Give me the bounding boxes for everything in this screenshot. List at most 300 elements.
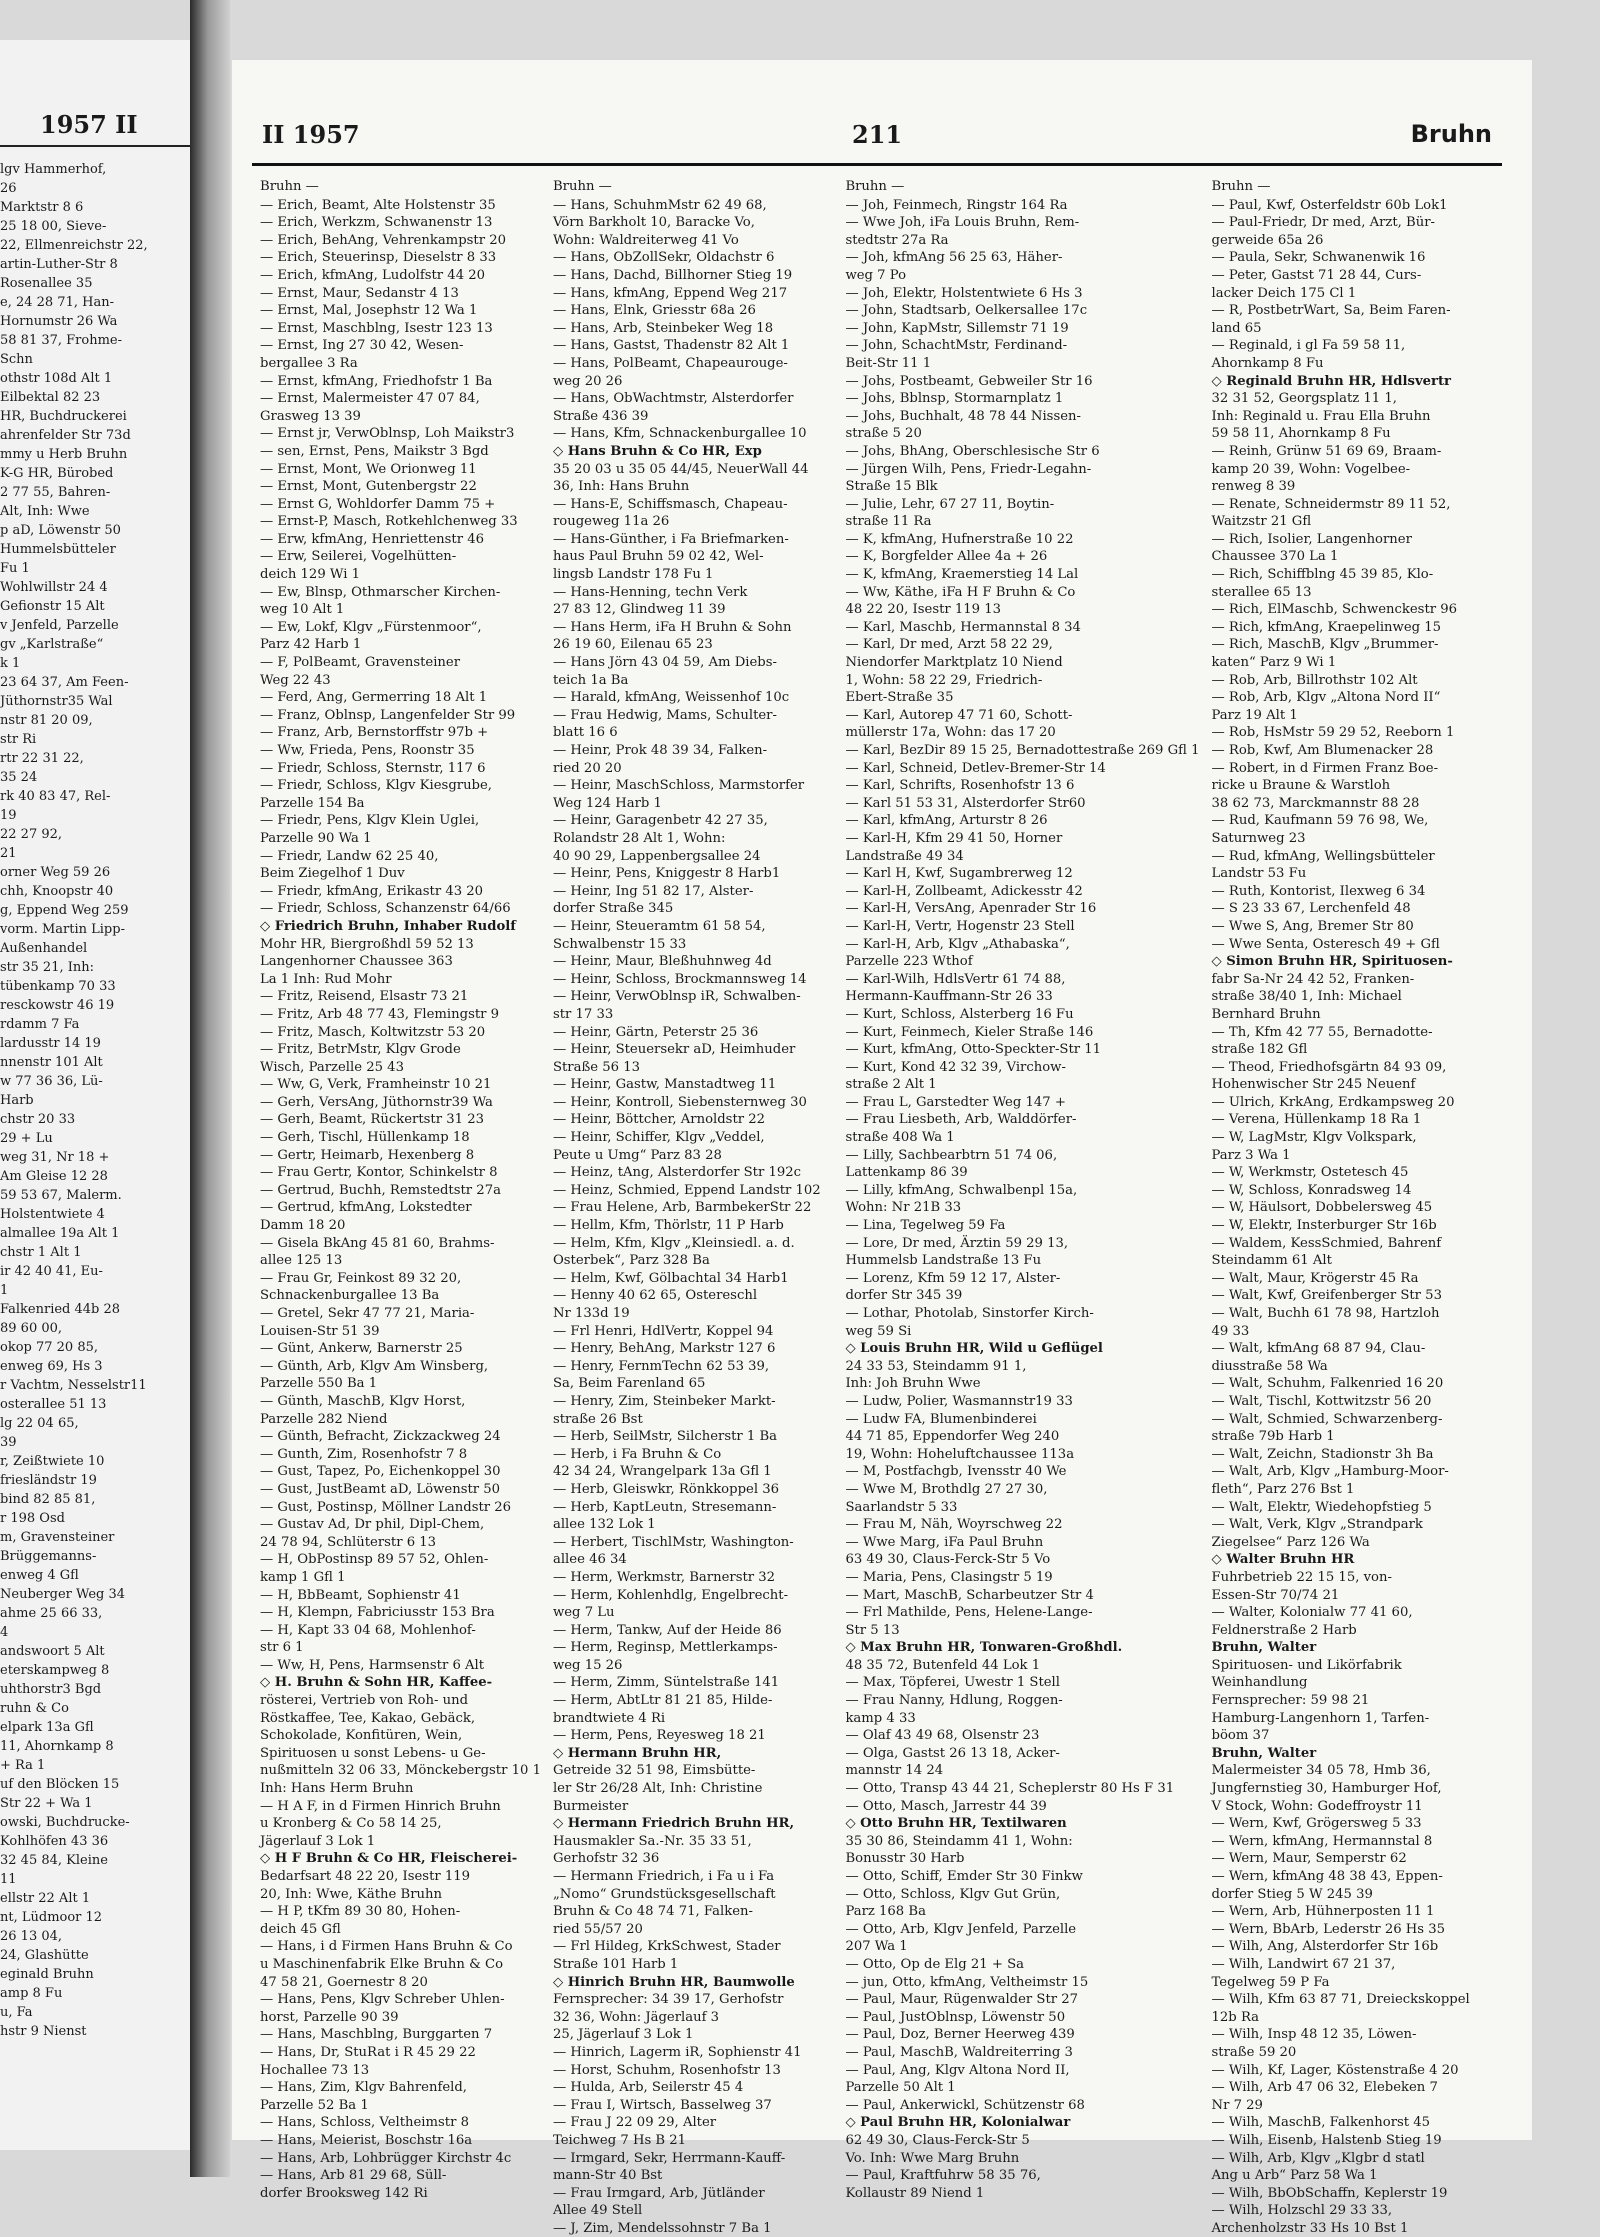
book-gutter (190, 0, 230, 2177)
directory-entry: 47 58 21, Goernestr 8 20 (260, 1974, 428, 1990)
directory-entry: lacker Deich 175 Cl 1 (1211, 285, 1357, 301)
directory-entry: 24 33 53, Steindamm 91 1, (845, 1358, 1027, 1374)
directory-entry: — Heinr, Pens, Kniggestr 8 Harb1 (552, 866, 781, 882)
directory-entry: — Walter, Kolonialw 77 41 60, (1211, 1605, 1413, 1621)
directory-entry: allee 46 34 (552, 1552, 627, 1568)
directory-entry: Saturnweg 23 (1211, 830, 1306, 846)
directory-entry: — Lore, Dr med, Ärztin 59 29 13, (845, 1235, 1069, 1251)
directory-entry: — Paul, Kwf, Osterfeldstr 60b Lok1 (1211, 197, 1448, 213)
directory-entry: 48 35 72, Butenfeld 44 Lok 1 (845, 1657, 1041, 1673)
directory-entry: Spirituosen u sonst Lebens- u Ge- (260, 1745, 486, 1761)
directory-entry: straße 38/40 1, Inh: Michael (1211, 989, 1402, 1005)
directory-entry: böom 37 (1211, 1728, 1270, 1744)
directory-entry: — Julie, Lehr, 67 27 11, Boytin- (845, 496, 1055, 512)
directory-entry: Inh: Hans Herm Bruhn (260, 1781, 414, 1797)
previous-page-line: 25 18 00, Sieve- (0, 219, 107, 234)
directory-entry: 38 62 73, Marckmannstr 88 28 (1211, 795, 1420, 811)
directory-entry: — Hinrich, Lagerm iR, Sophienstr 41 (552, 2044, 802, 2060)
previous-page-line: tübenkamp 70 33 (0, 979, 116, 994)
directory-entry: Vo. Inh: Wwe Marg Bruhn (845, 2150, 1020, 2166)
directory-entry: — K, Borgfelder Allee 4a + 26 (845, 549, 1048, 565)
directory-entry: ◇ Simon Bruhn HR, Spirituosen- (1211, 954, 1453, 970)
directory-entry: Wohn: Nr 21B 33 (845, 1200, 962, 1216)
directory-entry: — Hans Herm, iFa H Bruhn & Sohn (552, 619, 792, 635)
directory-entry: Röstkaffee, Tee, Kakao, Gebäck, (260, 1710, 476, 1726)
directory-entry: — Heinr, Prok 48 39 34, Falken- (552, 743, 768, 758)
previous-page-line: 89 60 00, (0, 1321, 63, 1336)
previous-page-line: ahrenfelder Str 73d (0, 428, 131, 443)
directory-entry: — Rud, kfmAng, Wellingsbütteler (1211, 848, 1435, 864)
directory-entry: — Rob, HsMstr 59 29 52, Reeborn 1 (1211, 725, 1455, 741)
directory-entry: allee 132 Lok 1 (552, 1517, 656, 1533)
directory-entry: — Ww, Käthe, iFa H F Bruhn & Co (845, 584, 1076, 600)
previous-page (0, 40, 190, 2150)
directory-entry: 59 58 11, Ahornkamp 8 Fu (1211, 426, 1391, 442)
directory-entry: — Friedr, Landw 62 25 40, (260, 848, 439, 864)
directory-entry: mann-Str 40 Bst (552, 2168, 663, 2184)
previous-page-line: v Jenfeld, Parzelle (0, 618, 119, 633)
directory-entry: — Ludw, Polier, Wasmannstr19 33 (845, 1393, 1073, 1409)
directory-entry: nußmitteln 32 06 33, Mönckebergstr 10 1 (260, 1763, 541, 1779)
directory-entry: — Rob, Kwf, Am Blumenacker 28 (1211, 743, 1434, 758)
directory-entry: — Ruth, Kontorist, Ilexweg 6 34 (1211, 883, 1426, 899)
directory-entry: — H A F, in d Firmen Hinrich Bruhn (260, 1798, 501, 1814)
directory-entry: — Erich, BehAng, Vehrenkampstr 20 (260, 232, 506, 248)
previous-page-line: w 77 36 36, Lü- (0, 1074, 103, 1089)
directory-entry: — Hans Jörn 43 04 59, Am Diebs- (552, 655, 777, 671)
directory-entry: Parz 3 Wa 1 (1211, 1147, 1291, 1163)
directory-entry: — Karl, Maschb, Hermannstal 8 34 (845, 619, 1081, 635)
directory-entry: — Karl-H, VersAng, Apenrader Str 16 (845, 901, 1097, 917)
directory-entry: — Otto, Transp 43 44 21, Scheplerstr 80 Hs F 31 (845, 1781, 1175, 1797)
column-3 (845, 178, 1200, 2201)
page-number: 211 (852, 120, 903, 149)
directory-entry: — Otto, Schloss, Klgv Gut Grün, (845, 1886, 1061, 1902)
directory-entry: weg 15 26 (552, 1657, 623, 1673)
directory-entry: — Wern, kfmAng, Hermannstal 8 (1211, 1833, 1433, 1849)
previous-page-line: 35 24 (0, 770, 38, 785)
directory-entry: — Heinr, VerwOblnsp iR, Schwalben- (552, 989, 801, 1005)
directory-entry: Bruhn, Walter (1211, 1640, 1317, 1656)
directory-entry: Getreide 32 51 98, Eimsbütte- (552, 1763, 756, 1779)
directory-entry: ried 55/57 20 (552, 1921, 643, 1937)
directory-entry: — Hans, Arb, Steinbeker Weg 18 (552, 320, 774, 336)
directory-entry: — Hans, ObZollSekr, Oldachstr 6 (552, 250, 775, 266)
directory-entry: — Heinr, Ing 51 82 17, Alster- (552, 883, 754, 899)
previous-page-line: 24, Glashütte (0, 1948, 89, 1963)
directory-entry: Parz 168 Ba (845, 1904, 926, 1920)
directory-entry: Parz 19 Alt 1 (1211, 707, 1298, 723)
directory-entry: — Heinr, Maur, Bleßhuhnweg 4d (552, 954, 772, 970)
directory-entry: — Erw, kfmAng, Henriettenstr 46 (260, 531, 484, 547)
directory-entry: — Wilh, Eisenb, Halstenb Stieg 19 (1211, 2132, 1442, 2148)
directory-entry: — Henry, BehAng, Markstr 127 6 (552, 1341, 776, 1357)
directory-entry: — H, Klempn, Fabriciusstr 153 Bra (260, 1605, 495, 1621)
directory-entry: — Karl 51 53 31, Alsterdorfer Str60 (845, 795, 1086, 811)
directory-entry: ◇ Hinrich Bruhn HR, Baumwolle (552, 1974, 795, 1990)
previous-page-line: 39 (0, 1435, 17, 1450)
previous-page-line: k 1 (0, 656, 21, 671)
directory-entry: — Ernst, Mont, Gutenbergstr 22 (260, 479, 477, 495)
directory-entry: Landstr 53 Fu (1211, 866, 1307, 882)
directory-entry: — Walt, Kwf, Greifenberger Str 53 (1211, 1288, 1442, 1304)
directory-entry: — Hans, SchuhmMstr 62 49 68, (552, 197, 767, 213)
directory-columns (260, 178, 1492, 2236)
previous-page-line: u, Fa (0, 2005, 33, 2020)
directory-entry: — Joh, Feinmech, Ringstr 164 Ra (845, 197, 1068, 213)
directory-entry: 35 20 03 u 35 05 44/45, NeuerWall 44 (552, 461, 809, 477)
directory-entry: — J, Zim, Mendelssohnstr 7 Ba 1 (552, 2220, 772, 2236)
directory-entry: — Hans, Kfm, Schnackenburgallee 10 (552, 426, 807, 442)
directory-entry: — Ww, H, Pens, Harmsenstr 6 Alt (260, 1657, 485, 1673)
directory-entry: Beim Ziegelhof 1 Duv (260, 866, 405, 882)
previous-page-line: vorm. Martin Lipp- (0, 922, 125, 937)
directory-entry: — Wilh, Insp 48 12 35, Löwen- (1211, 2027, 1417, 2043)
previous-page-lines (0, 160, 190, 2041)
directory-entry: — Ferd, Ang, Germerring 18 Alt 1 (260, 690, 488, 706)
directory-entry: — Lothar, Photolab, Sinstorfer Kirch- (845, 1306, 1094, 1321)
directory-entry: Parzelle 154 Ba (260, 795, 365, 811)
directory-entry: — Herb, SeilMstr, Silcherstr 1 Ba (552, 1429, 778, 1445)
directory-entry: — Hans, PolBeamt, Chapeaurouge- (552, 355, 788, 371)
previous-page-line: artin-Luther-Str 8 (0, 257, 118, 272)
directory-entry: 20, Inh: Wwe, Käthe Bruhn (260, 1886, 443, 1902)
directory-entry: Malermeister 34 05 78, Hmb 36, (1211, 1763, 1431, 1779)
directory-entry: Hochallee 73 13 (260, 2062, 370, 2078)
directory-entry: weg 20 26 (552, 373, 623, 389)
directory-entry: Jägerlauf 3 Lok 1 (260, 1833, 376, 1849)
directory-entry: ◇ Hermann Friedrich Bruhn HR, (552, 1816, 795, 1832)
directory-entry: — Günth, MaschB, Klgv Horst, (260, 1393, 466, 1409)
directory-entry: — Gisela BkAng 45 81 60, Brahms- (260, 1235, 495, 1251)
directory-entry: — Olaf 43 49 68, Olsenstr 23 (845, 1728, 1040, 1744)
directory-entry: bergallee 3 Ra (260, 355, 358, 371)
previous-page-line: 19 (0, 808, 17, 823)
directory-entry: kamp 1 Gfl 1 (260, 1569, 346, 1585)
directory-entry: 12b Ra (1211, 2009, 1260, 2025)
directory-entry: — Robert, in d Firmen Franz Boe- (1211, 760, 1439, 776)
directory-entry: — Hans, Dachd, Billhorner Stieg 19 (552, 267, 793, 283)
directory-entry: Waitzstr 21 Gfl (1211, 514, 1312, 530)
previous-page-header: 1957 II (40, 110, 138, 139)
directory-entry: Teichweg 7 Hs B 21 (552, 2132, 687, 2148)
column-head: Bruhn — (845, 179, 905, 194)
directory-entry: Nr 133d 19 (552, 1306, 630, 1321)
directory-entry: — Walt, kfmAng 68 87 94, Clau- (1211, 1341, 1426, 1357)
directory-entry: — Ernst, Maschblng, Isestr 123 13 (260, 320, 493, 336)
directory-entry: — Gerh, Tischl, Hüllenkamp 18 (260, 1130, 470, 1146)
directory-entry: Ang u Arb“ Parz 58 Wa 1 (1211, 2168, 1378, 2184)
previous-page-line: Harb (0, 1093, 34, 1108)
directory-entry: — Friedr, Pens, Klgv Klein Uglei, (260, 813, 480, 829)
directory-entry: — Olga, Gastst 26 13 18, Acker- (845, 1745, 1060, 1761)
directory-entry: — Hans, Dr, StuRat i R 45 29 22 (260, 2044, 476, 2060)
directory-entry: — Paul, Kraftfuhrw 58 35 76, (845, 2168, 1041, 2184)
previous-page-line: rk 40 83 47, Rel- (0, 789, 111, 804)
directory-entry: Chaussee 370 La 1 (1211, 549, 1339, 565)
previous-page-line: almallee 19a Alt 1 (0, 1226, 120, 1241)
directory-entry: — Hans-Henning, techn Verk (552, 584, 748, 600)
directory-entry: dorfer Straße 345 (552, 901, 674, 917)
directory-entry: Gerhofstr 32 36 (552, 1851, 660, 1867)
directory-entry: — Wilh, Kfm 63 87 71, Dreieckskoppel (1211, 1992, 1470, 2008)
directory-entry: ried 20 20 (552, 760, 622, 776)
directory-entry: — Hans, Maschblng, Burggarten 7 (260, 2027, 493, 2043)
directory-entry: ◇ Paul Bruhn HR, Kolonialwar (845, 2115, 1071, 2131)
previous-page-line: rtr 22 31 22, (0, 751, 84, 766)
directory-entry: — Heinz, tAng, Alsterdorfer Str 192c (552, 1165, 802, 1181)
directory-entry: — Lorenz, Kfm 59 12 17, Alster- (845, 1270, 1061, 1286)
directory-entry: — Walt, Schmied, Schwarzenberg- (1211, 1411, 1443, 1427)
directory-entry: — Theod, Friedhofsgärtn 84 93 09, (1211, 1059, 1447, 1075)
directory-entry: Str 5 13 (845, 1622, 900, 1638)
directory-entry: Louisen-Str 51 39 (260, 1323, 380, 1339)
previous-page-line: e, 24 28 71, Han- (0, 295, 114, 310)
directory-entry: — Friedr, Schloss, Sternstr, 117 6 (260, 760, 486, 776)
directory-entry: dorfer Str 345 39 (845, 1288, 963, 1304)
directory-entry: ◇ Walter Bruhn HR (1211, 1552, 1355, 1568)
directory-entry: — Franz, Arb, Bernstorffstr 97b + (260, 725, 489, 741)
previous-page-line: amp 8 Fu (0, 1986, 63, 2001)
directory-entry: — Rich, MaschB, Klgv „Brummer- (1211, 637, 1439, 653)
previous-page-line: ahme 25 66 33, (0, 1606, 103, 1621)
previous-page-line: resckowstr 46 19 (0, 998, 115, 1013)
directory-entry: 25, Jägerlauf 3 Lok 1 (552, 2027, 694, 2043)
directory-entry: — Reginald, i gl Fa 59 58 11, (1211, 338, 1406, 354)
column-head: Bruhn — (1211, 179, 1271, 194)
column-head: Bruhn — (552, 179, 612, 194)
directory-entry: — Gust, JustBeamt aD, Löwenstr 50 (260, 1481, 501, 1497)
previous-page-line: owski, Buchdrucke- (0, 1815, 130, 1830)
previous-page-line: Wohlwillstr 24 4 (0, 580, 108, 595)
previous-page-line: hstr 9 Nienst (0, 2024, 87, 2039)
previous-page-line: enweg 69, Hs 3 (0, 1359, 103, 1374)
directory-entry: — Gerh, Beamt, Rückertstr 31 23 (260, 1112, 484, 1128)
directory-entry: — Rob, Arb, Klgv „Altona Nord II“ (1211, 690, 1441, 706)
directory-entry: — Fritz, Reisend, Elsastr 73 21 (260, 989, 469, 1005)
directory-entry: weg 10 Alt 1 (260, 602, 345, 618)
previous-page-line: othstr 108d Alt 1 (0, 371, 113, 386)
directory-entry: — Walt, Verk, Klgv „Strandpark (1211, 1517, 1423, 1533)
directory-entry: Bonusstr 30 Harb (845, 1851, 965, 1867)
directory-entry: — Rich, Schiffblng 45 39 85, Klo- (1211, 567, 1434, 583)
directory-entry: — Hans, Elnk, Griesstr 68a 26 (552, 303, 756, 319)
column-4 (1211, 178, 1492, 2236)
previous-page-line: Neuberger Weg 34 (0, 1587, 126, 1602)
directory-entry: — Rob, Arb, Billrothstr 102 Alt (1211, 672, 1418, 688)
directory-entry: — Helm, Kfm, Klgv „Kleinsiedl. a. d. (552, 1235, 795, 1251)
directory-entry: — Frau I, Wirtsch, Basselweg 37 (552, 2097, 772, 2113)
directory-entry: — Heinr, MaschSchloss, Marmstorfer (552, 778, 805, 794)
previous-page-line: lardusstr 14 19 (0, 1036, 101, 1051)
directory-entry: rösterei, Vertrieb von Roh- und (260, 1693, 469, 1709)
previous-page-line: mmy u Herb Bruhn (0, 447, 128, 462)
directory-entry: Peute u Umg“ Parz 83 28 (552, 1147, 722, 1163)
directory-entry: Hausmakler Sa.-Nr. 35 33 51, (552, 1833, 752, 1849)
directory-entry: — Karl-H, Arb, Klgv „Athabaska“, (845, 936, 1070, 952)
directory-entry: ◇ Reginald Bruhn HR, Hdlsvertr (1211, 373, 1452, 389)
directory-entry: — W, Schloss, Konradsweg 14 (1211, 1182, 1412, 1198)
previous-page-line: osterallee 51 13 (0, 1397, 107, 1412)
previous-page-line: ruhn & Co (0, 1701, 69, 1716)
directory-entry: ◇ Hans Bruhn & Co HR, Exp (552, 443, 762, 459)
directory-entry: 36, Inh: Hans Bruhn (552, 479, 690, 495)
directory-entry: — Karl, Schrifts, Rosenhofstr 13 6 (845, 778, 1075, 794)
directory-entry: — Walt, Arb, Klgv „Hamburg-Moor- (1211, 1464, 1449, 1480)
previous-page-line: gv „Karlstraße“ (0, 637, 104, 652)
directory-page (232, 60, 1532, 2236)
directory-entry: Bernhard Bruhn (1211, 1006, 1321, 1022)
directory-entry: — Karl, Schneid, Detlev-Bremer-Str 14 (845, 760, 1106, 776)
previous-page-line: 32 45 84, Kleine (0, 1853, 108, 1868)
directory-entry: — Joh, kfmAng 56 25 63, Häher- (845, 250, 1063, 266)
directory-entry: ◇ Louis Bruhn HR, Wild u Geflügel (845, 1341, 1103, 1357)
previous-page-line: Marktstr 8 6 (0, 200, 84, 215)
directory-entry: — Gust, Tapez, Po, Eichenkoppel 30 (260, 1464, 501, 1480)
directory-entry: — Hellm, Kfm, Thörlstr, 11 P Harb (552, 1218, 784, 1234)
directory-entry: — Walt, Zeichn, Stadionstr 3h Ba (1211, 1446, 1434, 1462)
directory-entry: — Frl Henri, HdlVertr, Koppel 94 (552, 1323, 774, 1339)
directory-entry: — Wilh, Ang, Alsterdorfer Str 16b (1211, 1939, 1439, 1955)
directory-entry: — Wilh, BbObSchaffn, Keplerstr 19 (1211, 2185, 1448, 2201)
directory-entry: — Rud, Kaufmann 59 76 98, We, (1211, 813, 1429, 829)
directory-entry: — Kurt, Schloss, Alsterberg 16 Fu (845, 1006, 1074, 1022)
directory-entry: Jungfernstieg 30, Hamburger Hof, (1211, 1781, 1442, 1797)
previous-page-line: m, Gravensteiner (0, 1530, 115, 1545)
previous-page-line: enweg 4 Gfl (0, 1568, 79, 1583)
directory-entry: katen“ Parz 9 Wi 1 (1211, 655, 1337, 671)
directory-entry: — Frau Nanny, Hdlung, Roggen- (845, 1693, 1063, 1709)
directory-entry: Niendorfer Marktplatz 10 Niend (845, 655, 1063, 671)
directory-entry: Lattenkamp 86 39 (845, 1165, 968, 1181)
directory-entry: Weg 124 Harb 1 (552, 795, 662, 811)
directory-entry: — jun, Otto, kfmAng, Veltheimstr 15 (845, 1974, 1089, 1990)
directory-entry: — Karl, kfmAng, Arturstr 8 26 (845, 813, 1048, 829)
directory-entry: — Friedr, Schloss, Schanzenstr 64/66 (260, 901, 511, 917)
directory-entry: Ziegelsee“ Parz 126 Wa (1211, 1534, 1370, 1550)
directory-entry: — Erich, kfmAng, Ludolfstr 44 20 (260, 267, 486, 283)
directory-entry: — Walt, Schuhm, Falkenried 16 20 (1211, 1376, 1444, 1392)
directory-entry: land 65 (1211, 320, 1262, 336)
directory-entry: 35 30 86, Steindamm 41 1, Wohn: (845, 1833, 1073, 1849)
directory-entry: — Johs, Postbeamt, Gebweiler Str 16 (845, 373, 1093, 389)
directory-entry: — John, SchachtMstr, Ferdinand- (845, 338, 1068, 354)
directory-entry: Fernsprecher: 34 39 17, Gerhofstr (552, 1992, 784, 2008)
directory-entry: — John, KapMstr, Sillemstr 71 19 (845, 320, 1069, 336)
directory-entry: — Heinr, Garagenbetr 42 27 35, (552, 813, 768, 829)
directory-entry: — Heinr, Böttcher, Arnoldstr 22 (552, 1112, 766, 1128)
directory-entry: Langenhorner Chaussee 363 (260, 954, 453, 970)
directory-entry: u Maschinenfabrik Elke Bruhn & Co (260, 1956, 504, 1972)
directory-entry: Saarlandstr 5 33 (845, 1499, 958, 1515)
directory-entry: Parz 42 Harb 1 (260, 637, 362, 653)
previous-page-line: r, Zeißtwiete 10 (0, 1454, 105, 1469)
directory-entry: — Wwe M, Brothdlg 27 27 30, (845, 1481, 1048, 1497)
directory-entry: — Günth, Befracht, Zickzackweg 24 (260, 1429, 501, 1445)
directory-entry: 19, Wohn: Hoheluftchaussee 113a (845, 1446, 1075, 1462)
directory-entry: blatt 16 6 (552, 725, 618, 741)
previous-page-line: chstr 20 33 (0, 1112, 76, 1127)
directory-entry: Beit-Str 11 1 (845, 355, 932, 371)
directory-entry: Vörn Barkholt 10, Baracke Vo, (552, 215, 755, 231)
directory-entry: — Hans, Meierist, Boschstr 16a (260, 2132, 473, 2148)
directory-entry: Schnackenburgallee 13 Ba (260, 1288, 440, 1304)
directory-entry: — Horst, Schuhm, Rosenhofstr 13 (552, 2062, 781, 2078)
previous-page-line: 11 (0, 1872, 17, 1887)
previous-page-line: uf den Blöcken 15 (0, 1777, 120, 1792)
directory-entry: — Hans, Gastst, Thadenstr 82 Alt 1 (552, 338, 790, 354)
directory-entry: Parzelle 223 Wthof (845, 954, 973, 970)
directory-entry: — Karl, Autorep 47 71 60, Schott- (845, 707, 1073, 723)
directory-entry: allee 125 13 (260, 1253, 343, 1269)
directory-entry: — Paula, Sekr, Schwanenwik 16 (1211, 250, 1426, 266)
directory-entry: — Wilh, Arb, Klgv „Klgbr d statl (1211, 2150, 1425, 2166)
directory-entry: — Wern, Arb, Hühnerposten 11 1 (1211, 1904, 1435, 1920)
previous-page-line: 22, Ellmenreichstr 22, (0, 238, 148, 253)
directory-entry: — F, PolBeamt, Gravensteiner (260, 655, 461, 671)
directory-entry: — Frau Gr, Feinkost 89 32 20, (260, 1270, 462, 1286)
previous-page-line: chh, Knoopstr 40 (0, 884, 114, 899)
previous-page-line: HR, Buchdruckerei (0, 409, 127, 424)
directory-entry: straße 182 Gfl (1211, 1042, 1308, 1058)
previous-page-line: r 198 Osd (0, 1511, 65, 1526)
directory-entry: straße 79b Harb 1 (1211, 1429, 1335, 1445)
directory-entry: Schokolade, Konfitüren, Wein, (260, 1728, 463, 1744)
page-volume-year: II 1957 (262, 120, 360, 149)
directory-entry: — Johs, BhAng, Oberschlesische Str 6 (845, 443, 1100, 459)
directory-entry: — Erich, Steuerinsp, Dieselstr 8 33 (260, 250, 497, 266)
directory-entry: — Wwe S, Ang, Bremer Str 80 (1211, 918, 1414, 934)
previous-page-line: Brüggemanns- (0, 1549, 97, 1564)
directory-entry: — Günt, Ankerw, Barnerstr 25 (260, 1341, 463, 1357)
directory-entry: — Herm, Tankw, Auf der Heide 86 (552, 1622, 782, 1638)
directory-entry: — Gretel, Sekr 47 77 21, Maria- (260, 1306, 475, 1321)
directory-entry: straße 59 20 (1211, 2044, 1297, 2060)
directory-entry: Hermann-Kauffmann-Str 26 33 (845, 989, 1053, 1005)
directory-entry: — Kurt, Feinmech, Kieler Straße 146 (845, 1024, 1094, 1040)
directory-entry: — Walt, Tischl, Kottwitzstr 56 20 (1211, 1393, 1432, 1409)
directory-entry: mannstr 14 24 (845, 1763, 944, 1779)
directory-entry: — Th, Kfm 42 77 55, Bernadotte- (1211, 1024, 1433, 1040)
directory-entry: fleth“, Parz 276 Bst 1 (1211, 1481, 1355, 1497)
directory-entry: — R, PostbetrWart, Sa, Beim Faren- (1211, 303, 1451, 319)
directory-entry: gerweide 65a 26 (1211, 232, 1324, 248)
previous-page-rule (0, 145, 190, 147)
directory-entry: — Hans-Günther, i Fa Briefmarken- (552, 531, 789, 547)
directory-entry: — Gunth, Zim, Rosenhofstr 7 8 (260, 1446, 468, 1462)
directory-entry: fabr Sa-Nr 24 42 52, Franken- (1211, 971, 1415, 987)
directory-entry: Inh: Joh Bruhn Wwe (845, 1376, 981, 1392)
directory-entry: — Hans, i d Firmen Hans Bruhn & Co (260, 1939, 513, 1955)
directory-entry: — Wilh, Arb 47 06 32, Elebeken 7 (1211, 2080, 1438, 2096)
directory-entry: straße 11 Ra (845, 514, 932, 530)
previous-page-line: nstr 81 20 09, (0, 713, 93, 728)
directory-entry: 26 19 60, Eilenau 65 23 (552, 637, 713, 653)
directory-entry: — Karl-H, Zollbeamt, Adickesstr 42 (845, 883, 1083, 899)
directory-entry: Grasweg 13 39 (260, 408, 361, 424)
directory-entry: — Otto, Arb, Klgv Jenfeld, Parzelle (845, 1921, 1077, 1937)
previous-page-line: nt, Lüdmoor 12 (0, 1910, 103, 1925)
previous-page-line: 11, Ahornkamp 8 (0, 1739, 114, 1754)
directory-entry: straße 26 Bst (552, 1411, 643, 1427)
directory-entry: Fuhrbetrieb 22 15 15, von- (1211, 1569, 1392, 1585)
directory-entry: ler Str 26/28 Alt, Inh: Christine (552, 1781, 763, 1797)
directory-entry: kamp 4 33 (845, 1710, 916, 1726)
directory-entry: 27 83 12, Glindweg 11 39 (552, 602, 726, 618)
directory-entry: — Jürgen Wilh, Pens, Friedr-Legahn- (845, 461, 1092, 477)
directory-entry: — Walt, Maur, Krögerstr 45 Ra (1211, 1270, 1419, 1286)
directory-entry: — Maria, Pens, Clasingstr 5 19 (845, 1569, 1053, 1585)
